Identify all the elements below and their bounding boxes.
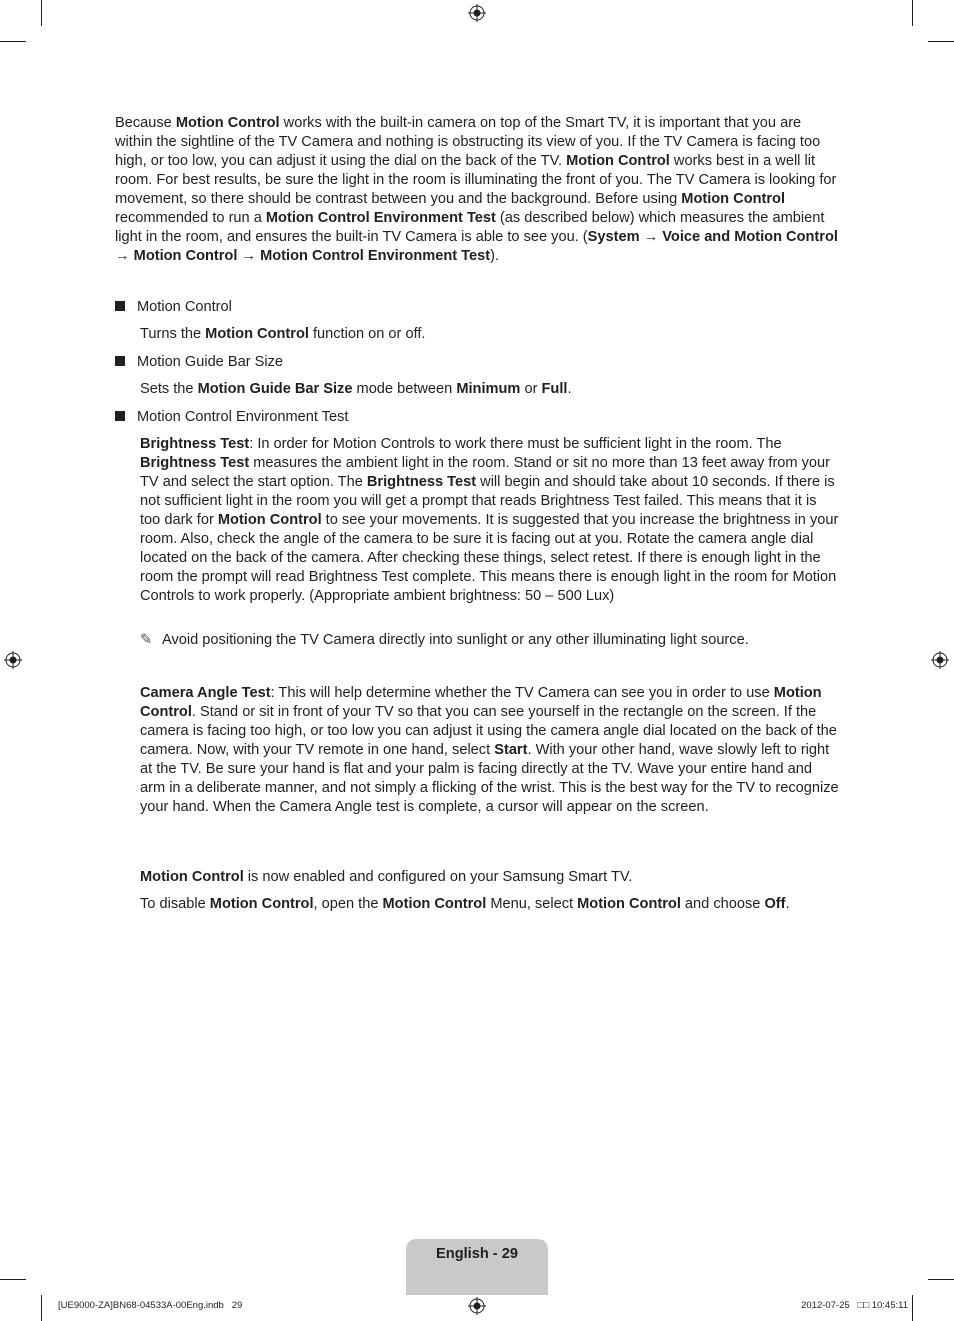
bullet-heading-motion-control: Motion Control [115, 298, 232, 317]
enabled-paragraph: Motion Control is now enabled and configured on your Samsung Smart TV. [140, 869, 633, 885]
camera-angle-test-paragraph: Camera Angle Test: This will help determine whether the TV Camera can see you in order to use Motion Control. Stand or sit in front of your TV so that you can see yourself in the rectangle on the screen. If the camera is facing too high, or too low you can adjust it using the camera angle dial located on the back of the camera. Now, with your TV remote in one hand, select Start. With your other hand, wave slowly left to right at the TV. Be sure your hand is flat and your palm is facing directly at the TV. Wave your entire hand and arm in a deliberate manner, and not simply a flicking of the wrist. This is the best way for the TV to recognize your hand. When the Camera Angle test is complete, a cursor will appear on the screen. [140, 685, 839, 815]
crop-mark-bottom-left-v [41, 1295, 42, 1321]
registration-mark-icon [931, 651, 949, 669]
disable-paragraph: To disable Motion Control, open the Motion Control Menu, select Motion Control and choose Off. [140, 896, 790, 912]
slug-file-info: [UE9000-ZA]BN68-04533A-00Eng.indb 29 [58, 1300, 243, 1311]
pencil-note-icon: ✎ [140, 632, 153, 648]
registration-mark-icon [468, 1297, 486, 1315]
bullet-square-icon [115, 301, 125, 311]
crop-mark-bottom-left-h [0, 1279, 26, 1280]
registration-mark-icon [468, 4, 486, 22]
brightness-test-paragraph: Brightness Test: In order for Motion Controls to work there must be sufficient light in the room. The Brightness Test measures the ambient light in the room. Stand or sit no more than 13 feet away from your TV and select the start option. The Brightness Test will begin and should take about 10 seconds. If there is not sufficient light in the room you will get a prompt that reads Brightness Test failed. This means that it is too dark for Motion Control to see your movements. It is suggested that you increase the brightness in your room. Also, check the angle of the camera to be sure it is facing out at you. Rotate the camera angle dial located on the back of the camera. After checking these things, select retest. If there is enough light in the room the prompt will read Brightness Test complete. This means there is enough light in the room for Motion Controls to work properly. (Appropriate ambient brightness: 50 – 500 Lux) [140, 436, 839, 604]
crop-mark-top-left-v [41, 0, 42, 26]
crop-mark-top-right-h [928, 41, 954, 42]
bullet-description: Sets the Motion Guide Bar Size mode between Minimum or Full. [140, 381, 572, 397]
slug-timestamp: 2012-07-25 □□ 10:45:11 [801, 1300, 908, 1311]
crop-mark-top-left-h [0, 41, 26, 42]
crop-mark-top-right-v [912, 0, 913, 26]
page-number-label: English - 29 [436, 1246, 518, 1262]
bullet-description: Turns the Motion Control function on or off. [140, 326, 426, 342]
bullet-square-icon [115, 356, 125, 366]
note-line: ✎ Avoid positioning the TV Camera directly into sunlight or any other illuminating light source. [140, 632, 749, 648]
crop-mark-bottom-right-v [912, 1295, 913, 1321]
registration-mark-icon [4, 651, 22, 669]
bullet-heading-environment-test: Motion Control Environment Test [115, 408, 348, 427]
crop-mark-bottom-right-h [928, 1279, 954, 1280]
intro-paragraph: Because Motion Control works with the built-in camera on top of the Smart TV, it is important that you are within the sightline of the TV Camera and nothing is obstructing its view of you. If the TV Camera is facing too high, or too low, you can adjust it using the dial on the back of the TV. Motion Control works best in a well lit room. For best results, be sure the light in the room is illuminating the front of you. The TV Camera is looking for movement, so there should be contrast between you and the background. Before using Motion Control recommended to run a Motion Control Environment Test (as described below) which measures the ambient light in the room, and ensures the built-in TV Camera is able to see you. (System → Voice and Motion Control → Motion Control → Motion Control Environment Test). [115, 115, 838, 264]
bullet-square-icon [115, 411, 125, 421]
bullet-heading-motion-guide-bar-size: Motion Guide Bar Size [115, 353, 283, 372]
